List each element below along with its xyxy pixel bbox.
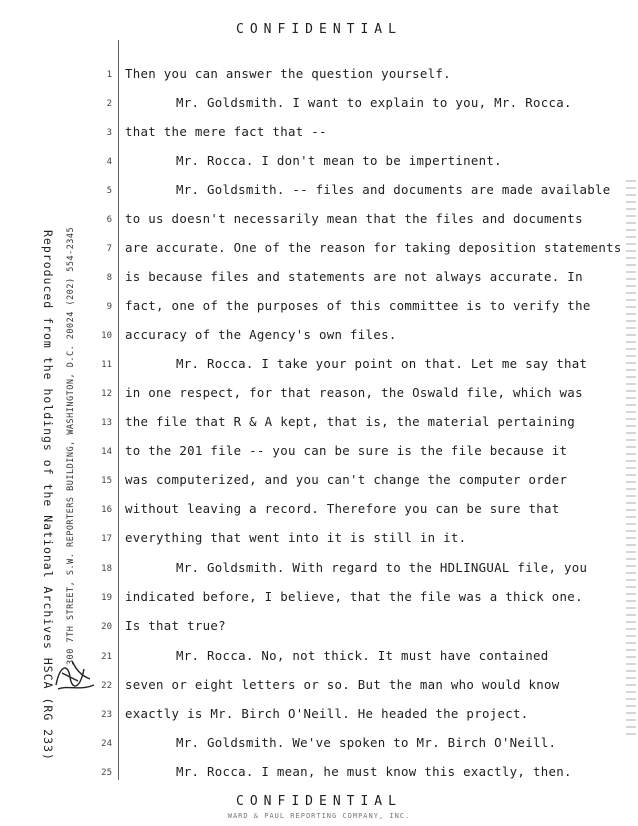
line-number: 3 <box>106 128 112 138</box>
line-text: to the 201 file -- you can be sure is the file because it <box>125 443 568 458</box>
transcript-line <box>0 327 638 349</box>
transcript-line <box>0 530 638 552</box>
transcript-line <box>0 153 638 175</box>
line-number: 20 <box>101 622 112 632</box>
line-number: 2 <box>106 99 112 109</box>
line-text: without leaving a record. Therefore you can be sure that <box>125 501 560 516</box>
line-number: 6 <box>106 215 112 225</box>
transcript-line <box>0 648 638 670</box>
line-number: 25 <box>101 768 112 778</box>
line-text: everything that went into it is still in it. <box>125 530 467 545</box>
transcript-line <box>0 269 638 291</box>
line-number: 19 <box>101 593 112 603</box>
line-number: 10 <box>101 331 112 341</box>
transcript-line <box>0 414 638 436</box>
page-header-confidential: CONFIDENTIAL <box>236 22 402 37</box>
line-number: 22 <box>101 681 112 691</box>
line-number: 18 <box>101 564 112 574</box>
line-text: Then you can answer the question yourself. <box>125 66 451 81</box>
line-text: Mr. Rocca. No, not thick. It must have contained <box>176 648 549 663</box>
line-number: 16 <box>101 505 112 515</box>
transcript-line <box>0 211 638 233</box>
line-text: Mr. Rocca. I don't mean to be impertinent. <box>176 153 502 168</box>
line-number: 11 <box>101 360 112 370</box>
line-text: indicated before, I believe, that the file was a thick one. <box>125 589 583 604</box>
line-number: 23 <box>101 710 112 720</box>
line-number: 1 <box>106 70 112 80</box>
reporter-address-text: 300 7TH STREET, S.W. REPORTERS BUILDING, WASHINGTON, D.C. 20024 (202) 554-2345 <box>66 226 76 665</box>
line-number: 9 <box>106 302 112 312</box>
archive-note-text: Reproduced from the holdings of the National Archives HSCA (RG 233) <box>41 230 55 761</box>
transcript-line <box>0 356 638 378</box>
line-text: exactly is Mr. Birch O'Neill. He headed the project. <box>125 706 529 721</box>
line-text: Mr. Goldsmith. We've spoken to Mr. Birch O'Neill. <box>176 735 557 750</box>
transcript-line <box>0 472 638 494</box>
line-text: seven or eight letters or so. But the man who would know <box>125 677 560 692</box>
transcript-line <box>0 443 638 465</box>
transcript-line <box>0 95 638 117</box>
transcript-line <box>0 124 638 146</box>
transcript-line <box>0 677 638 699</box>
line-text: Mr. Goldsmith. I want to explain to you, Mr. Rocca. <box>176 95 572 110</box>
line-text: Mr. Goldsmith. With regard to the HDLINGUAL file, you <box>176 560 588 575</box>
line-text: that the mere fact that -- <box>125 124 327 139</box>
line-text: are accurate. One of the reason for taking deposition statements <box>125 240 622 255</box>
transcript-line <box>0 618 638 640</box>
line-number: 5 <box>106 186 112 196</box>
transcript-line <box>0 560 638 582</box>
line-number: 12 <box>101 389 112 399</box>
line-text: Mr. Rocca. I mean, he must know this exactly, then. <box>176 764 572 779</box>
line-number: 15 <box>101 476 112 486</box>
transcript-line <box>0 182 638 204</box>
transcript-line <box>0 298 638 320</box>
line-number: 7 <box>106 244 112 254</box>
line-number: 24 <box>101 739 112 749</box>
line-text: Mr. Goldsmith. -- files and documents are made available <box>176 182 611 197</box>
line-number: 4 <box>106 157 112 167</box>
line-text: in one respect, for that reason, the Oswald file, which was <box>125 385 583 400</box>
line-text: was computerized, and you can't change the computer order <box>125 472 568 487</box>
transcript-line <box>0 706 638 728</box>
line-number: 8 <box>106 273 112 283</box>
line-text: Is that true? <box>125 618 226 633</box>
line-text: the file that R & A kept, that is, the material pertaining <box>125 414 576 429</box>
transcript-line <box>0 501 638 523</box>
transcript-line <box>0 589 638 611</box>
line-text: fact, one of the purposes of this committee is to verify the <box>125 298 591 313</box>
line-text: Mr. Rocca. I take your point on that. Let me say that <box>176 356 588 371</box>
transcript-line <box>0 385 638 407</box>
line-number: 13 <box>101 418 112 428</box>
transcript-line <box>0 735 638 757</box>
reporting-company: WARD & PAUL REPORTING COMPANY, INC. <box>227 812 411 820</box>
page-footer-confidential: CONFIDENTIAL <box>236 794 402 809</box>
line-number: 17 <box>101 534 112 544</box>
line-text: to us doesn't necessarily mean that the files and documents <box>125 211 583 226</box>
line-number: 14 <box>101 447 112 457</box>
transcript-line <box>0 764 638 786</box>
line-text: accuracy of the Agency's own files. <box>125 327 397 342</box>
transcript-line <box>0 240 638 262</box>
line-text: is because files and statements are not always accurate. In <box>125 269 583 284</box>
transcript-line <box>0 66 638 88</box>
line-number: 21 <box>101 652 112 662</box>
